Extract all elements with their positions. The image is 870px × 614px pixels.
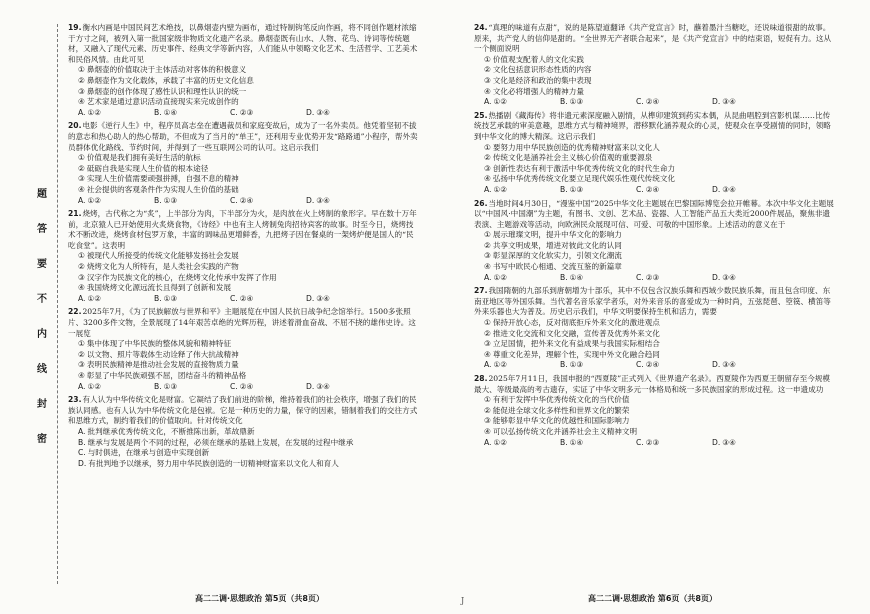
answer-choices (474, 438, 834, 449)
statement-marker: ② (484, 405, 491, 415)
statement-text: 砥砺自我是实现人生价值的根本途径 (86, 163, 209, 173)
question-text: 电影《逆行人生》中，程序员高志垒在遭遇裁员和家庭变故后，成为了一名外卖员。他凭着坚韧不拔的意志和热心助人的热心帮助，不但成为了当月的“单王”，还利用专业优势开发“路路通”小程序，帮外卖员群体优化路线、节约时间，并得到了一些互联网公司的认可。这启示我们 (68, 121, 418, 152)
statement-option (474, 339, 834, 350)
choice-letter: C. (230, 107, 238, 117)
statement-marker: ③ (484, 339, 491, 349)
choice-letter: D. (712, 360, 721, 370)
statement-option (68, 273, 420, 284)
answer-choice (636, 438, 712, 449)
statement-marker: A. (78, 426, 86, 436)
statement-text: 保持开放心态，反对彻底拒斥外来文化的激进观点 (492, 318, 660, 328)
statement-option (474, 164, 834, 175)
statement-text: 批判继承优秀传统文化，不断推陈出新，革故鼎新 (87, 426, 255, 436)
choice-letter: A. (78, 107, 86, 117)
choice-text: ③④ (316, 293, 330, 303)
answer-choice (560, 360, 636, 371)
statement-marker: ③ (78, 86, 85, 96)
answer-choice (484, 273, 560, 284)
seal-dashed-line (57, 24, 58, 584)
answer-choice (712, 97, 788, 108)
statement-marker: ② (484, 240, 491, 250)
statement-text: 艺术家是通过意识活动直接现实来完成创作的 (86, 97, 239, 107)
statement-option (68, 262, 420, 273)
statement-option (474, 251, 834, 262)
statement-marker: ① (78, 339, 85, 349)
right-column (474, 23, 834, 451)
choice-text: ①③ (163, 293, 178, 303)
question-number: 22. (68, 307, 82, 317)
statement-option (68, 185, 420, 196)
question-block (68, 307, 420, 392)
answer-choices (474, 360, 834, 371)
answer-choices (68, 196, 420, 207)
answer-choice (230, 294, 306, 305)
statement-text: 烧烤文化为人所特有，是人类社会实践的产物 (86, 262, 239, 272)
statement-text: 要努力用中华民族创造的优秀精神财富来以文化人 (492, 142, 660, 152)
answer-choices (474, 273, 834, 284)
answer-choice (484, 97, 560, 108)
statement-option (68, 427, 420, 438)
question-stem (474, 111, 834, 143)
choice-text: ①② (493, 97, 508, 107)
question-text: 有人认为中华传统文化是财富。它凝结了我们前进的阶梯，维持着我们的社会秩序，增强了我们的民族认同感。也有人认为中华传统文化是包袱。它是一种历史的力量，保守的因素，错制着我们的交往方式和思维方式，制约着我们的价值取向。针对传统文化 (68, 395, 418, 426)
answer-choice (306, 382, 382, 393)
statement-option (68, 283, 420, 294)
statement-text: 有批判地予以继承，努力用中华民族创造的一切精神财富来以文化人和育人 (88, 458, 339, 468)
statement-option (68, 65, 420, 76)
question-stem (68, 395, 420, 427)
statement-marker: ① (484, 54, 491, 64)
answer-choice (484, 438, 560, 449)
choice-letter: D. (712, 184, 721, 194)
choice-text: ②③ (239, 107, 254, 117)
statement-marker: ③ (78, 174, 85, 184)
statement-text: 集中体现了中华民族的整体风貌和精神特征 (86, 339, 232, 349)
choice-text: ③④ (722, 437, 736, 447)
statement-option (474, 427, 834, 438)
statement-option (474, 87, 834, 98)
seal-char: 线 (37, 364, 47, 375)
answer-choice (712, 438, 788, 449)
answer-choice (306, 294, 382, 305)
answer-choices (68, 294, 420, 305)
question-number: 20. (68, 121, 82, 131)
choice-letter: B. (560, 360, 568, 370)
question-number: 26. (474, 198, 488, 208)
statement-option (68, 251, 420, 262)
statement-marker: ③ (78, 272, 85, 282)
statement-option (474, 329, 834, 340)
statement-text: 与时俱进，在继承与创造中实现创新 (87, 448, 210, 458)
statement-marker: ① (484, 318, 491, 328)
choice-text: ③④ (722, 360, 736, 370)
statement-option (68, 87, 420, 98)
answer-choices (68, 382, 420, 393)
seal-char: 不 (37, 294, 47, 305)
answer-choice (484, 185, 560, 196)
choice-letter: D. (712, 437, 721, 447)
question-number: 23. (68, 395, 82, 405)
answer-choice (230, 196, 306, 207)
statement-marker: ② (78, 163, 85, 173)
statement-text: 展示璀璨文明，提升中华文化的影响力 (492, 230, 622, 240)
statement-marker: ④ (484, 262, 491, 272)
statement-marker: ③ (484, 163, 491, 173)
statement-option (474, 153, 834, 164)
question-block (474, 374, 834, 448)
statement-marker: ③ (484, 75, 491, 85)
statement-marker: ② (484, 65, 491, 75)
choice-text: ①② (87, 381, 102, 391)
question-text: 2025年7月，《为了民族解放与世界和平》主题展览在中国人民抗日战争纪念馆举行。1500多张照片、3200多件文物，全景展现了14年艰苦卓绝的光辉历程，讲述着滑血奋战、不屈不挠的雄伟史诗。这一展览 (68, 307, 416, 338)
answer-choice (230, 108, 306, 119)
choice-letter: A. (484, 360, 492, 370)
statement-marker: ② (484, 328, 491, 338)
question-number: 24. (474, 23, 488, 32)
question-text: “真理的味道有点甜”，说的是陈望道翻译《共产党宣言》时，蘸着墨汁当糖吃，还说味道很甜的故事。原来，共产党人的信仰是甜的。“全世界无产者联合起来”，是《共产党宣言》中的结束语，短促有力。这从一个侧面说明 (474, 23, 832, 54)
question-text: 烧烤，古代称之为“炙”，上半部分为肉，下半部分为火，是肉放在火上烤制的象形字。早在数十万年前，北京猿人已开始使用火炙烧食物，《诗经》中也有主人烤制兔肉招待宾客的故事。时至今日，烧烤技术不断改进，烧烤食材包罗万象，丰富的调味品更增鲜香，九把烤子因在餐桌的一架烤炉便是国人的“民吃食堂”。这表明 (68, 209, 417, 250)
choice-letter: C. (230, 381, 238, 391)
question-block (474, 23, 834, 108)
choice-text: ①③ (163, 195, 178, 205)
statement-marker: ② (78, 349, 85, 359)
question-block (68, 209, 420, 304)
statement-option (68, 174, 420, 185)
statement-marker: ④ (78, 283, 85, 293)
choice-text: ①④ (569, 437, 584, 447)
choice-letter: D. (306, 381, 315, 391)
statement-text: 价值观是我们拥有美好生活的航标 (86, 153, 201, 163)
choice-text: ②④ (239, 381, 254, 391)
choice-letter: C. (636, 184, 644, 194)
statement-option (474, 55, 834, 66)
choice-letter: C. (230, 195, 238, 205)
answer-choice (230, 382, 306, 393)
question-number: 19. (68, 23, 82, 32)
left-column (68, 23, 420, 472)
statement-marker: ① (78, 251, 85, 261)
answer-choice (560, 97, 636, 108)
question-stem (68, 23, 420, 65)
statement-option (474, 262, 834, 273)
statement-option (474, 143, 834, 154)
choice-letter: C. (636, 437, 644, 447)
statement-text: 传统文化是涵养社会主义核心价值观的重要源泉 (492, 153, 653, 163)
statement-marker: C. (78, 448, 86, 458)
statement-option (474, 318, 834, 329)
statement-marker: ① (78, 65, 85, 75)
choice-letter: D. (712, 272, 721, 282)
choice-letter: D. (306, 107, 315, 117)
statement-marker: ④ (78, 184, 85, 194)
statement-text: 实现人生价值需要顽强拼搏，自强不息的精神 (86, 174, 239, 184)
statement-marker: ① (484, 142, 491, 152)
answer-choice (78, 382, 154, 393)
answer-choice (154, 196, 230, 207)
statement-text: 推进文化交流和文化交融，宣传普及优秀外来文化 (492, 328, 660, 338)
choice-text: ③④ (316, 107, 330, 117)
choice-letter: B. (154, 293, 162, 303)
choice-letter: A. (78, 195, 86, 205)
choice-letter: B. (560, 272, 568, 282)
answer-choice (636, 273, 712, 284)
statement-marker: ① (484, 395, 491, 405)
seal-char: 要 (37, 259, 47, 270)
statement-text: 文化包括意识形态性质的内容 (492, 65, 592, 75)
choice-text: ①③ (569, 97, 584, 107)
question-block (474, 111, 834, 196)
choice-text: ③④ (316, 195, 330, 205)
statement-text: 继承与发展是两个不同的过程，必须在继承的基础上发展，在发展的过程中继承 (87, 437, 354, 447)
question-text: 2025年7月11日，我国申报的“西夏陵”正式列入《世界遗产名录》。西夏陵作为西夏王朝留存至今规模最大、等级最高的考古遗存，实证了中华文明多元一体格局和统一多民族国家的形成过程。这一申遗成功 (474, 374, 830, 394)
question-stem (474, 23, 834, 55)
answer-choice (712, 185, 788, 196)
choice-letter: A. (484, 184, 492, 194)
statement-option (474, 350, 834, 361)
statement-text: 价值观支配着人的文化实践 (492, 54, 584, 64)
answer-choices (474, 97, 834, 108)
statement-text: 文化是经济和政治的集中表现 (492, 75, 592, 85)
statement-text: 可以弘扬传统文化并涵养社会主义精神文明 (492, 426, 638, 436)
statement-option (474, 241, 834, 252)
choice-letter: A. (484, 97, 492, 107)
seal-char: 密 (37, 434, 47, 445)
choice-letter: A. (78, 293, 86, 303)
question-number: 25. (474, 110, 488, 120)
statement-marker: ④ (484, 426, 491, 436)
choice-text: ③④ (722, 272, 736, 282)
choice-text: ①④ (163, 107, 178, 117)
answer-choices (68, 108, 420, 119)
question-number: 21. (68, 209, 82, 219)
statement-text: 能够彰显中华文化的优越性和国际影响力 (492, 416, 630, 426)
choice-text: ③④ (316, 381, 330, 391)
seal-char: 内 (37, 329, 47, 340)
answer-choice (306, 108, 382, 119)
statement-text: 文化必将增强人的精神力量 (492, 86, 584, 96)
choice-text: ①② (493, 272, 508, 282)
choice-letter: A. (484, 437, 492, 447)
statement-option (68, 339, 420, 350)
question-block (68, 121, 420, 206)
answer-choice (78, 196, 154, 207)
statement-text: 能促进全球文化多样性和世界文化的繁荣 (492, 405, 630, 415)
question-text: 热播剧《藏海传》将非遗元素深度融入剧情，从榫卯建筑到药实本偶，从昆曲唱腔到宫影机谋……比传统技艺承载的审美意趣，思维方式与精神境界，潜移默化涵养观众的心灵，使观众在享受剧情的同时，领略到中华文化的博大精深。这启示我们 (474, 110, 831, 141)
statement-text: 鼻烟壶的价值取决于主体活动对客体的积极意义 (86, 65, 247, 75)
answer-choice (78, 108, 154, 119)
statement-marker: ④ (484, 174, 491, 184)
statement-option (474, 406, 834, 417)
statement-option (474, 76, 834, 87)
choice-letter: C. (636, 97, 644, 107)
statement-text: 有利于发挥中华优秀传统文化的当代价值 (492, 395, 630, 405)
answer-choice (636, 97, 712, 108)
statement-marker: D. (78, 458, 87, 468)
choice-letter: B. (154, 195, 162, 205)
statement-marker: ④ (484, 86, 491, 96)
answer-choice (560, 273, 636, 284)
question-stem (68, 307, 420, 339)
question-stem (474, 286, 834, 318)
statement-text: 创新性表达有利于激活中华优秀传统文化的时代生命力 (492, 163, 676, 173)
statement-marker: ③ (78, 360, 85, 370)
answer-choice (154, 382, 230, 393)
question-text: 当地时间4月30日，“漫鉴中国”2025中华文化主题展在巴黎国际博览会拉开帷幕。本次中华文化主题展以“中国风·中国潮”为主题，有图书、文创、艺术品、瓷器、人工智能产品五大类近2000件展品，聚焦非遗表演、主题游戏等活动，向欧洲民众展现可信、可爱、可敬的中国形象。上述活动的意义在于 (474, 198, 834, 229)
answer-choice (78, 294, 154, 305)
statement-marker: B. (78, 437, 86, 447)
statement-text: 尊重文化差异，理解个性，实现中外文化融合趋同 (492, 349, 660, 359)
statement-option (68, 459, 420, 470)
choice-text: ①② (87, 107, 102, 117)
choice-letter: B. (154, 107, 162, 117)
question-stem (68, 121, 420, 153)
choice-text: ②④ (239, 293, 254, 303)
statement-marker: ② (78, 262, 85, 272)
question-number: 28. (474, 374, 488, 383)
statement-marker: ④ (78, 97, 85, 107)
statement-text: 书写中欧民心相通、交流互鉴的新篇章 (492, 262, 622, 272)
choice-letter: B. (154, 381, 162, 391)
choice-text: ②④ (645, 184, 660, 194)
statement-option (68, 438, 420, 449)
statement-text: 鼻烟壶作为文化载体，承载了丰富的历史文化信息 (86, 75, 254, 85)
choice-text: ②③ (645, 437, 660, 447)
choice-text: ②④ (645, 360, 660, 370)
choice-letter: C. (636, 272, 644, 282)
statement-text: 彰显了中华民族顽强不屈，团结奋斗的精神品格 (86, 371, 247, 380)
statement-option (474, 395, 834, 406)
statement-marker: ④ (484, 349, 491, 359)
question-block (68, 23, 420, 118)
question-block (474, 199, 834, 284)
choice-text: ①② (493, 437, 508, 447)
answer-choice (712, 273, 788, 284)
choice-text: ①② (493, 184, 508, 194)
statement-marker: ② (484, 153, 491, 163)
question-text: 衡水内画是中国民间艺术绝技，以鼻烟壶内壁为画布，通过特制钩笔反向作画，将不同创作题材浓缩于方寸之间，被列入第一批国家级非物质文化遗产名录。鼻烟壶既有山水、人物、花鸟、诗词等传统题材，又融入了现代元素、历史事件、经典文学等新内容，人们能从中领略文化艺术、生活哲学、工艺美术和民俗风情。由此可见 (68, 23, 418, 64)
statement-option (68, 371, 420, 382)
choice-letter: B. (560, 437, 568, 447)
statement-option (68, 164, 420, 175)
question-stem (68, 209, 420, 251)
answer-choice (636, 185, 712, 196)
question-block (68, 395, 420, 469)
choice-letter: C. (636, 360, 644, 370)
statement-text: 我国烧烤文化源远流长且得到了创新和发展 (86, 283, 232, 293)
choice-text: ①③ (569, 184, 584, 194)
statement-marker: ③ (484, 251, 491, 261)
statement-text: 汉字作为民族文化的核心，在烧烤文化传承中发挥了作用 (86, 272, 277, 282)
seal-line-margin (34, 24, 68, 584)
statement-option (474, 174, 834, 185)
statement-option (68, 350, 420, 361)
statement-option (68, 97, 420, 108)
choice-text: ②④ (645, 97, 660, 107)
question-text: 我国隋朝的九部乐到唐朝增为十部乐，其中不仅包含汉族乐舞和西域少数民族乐舞，而且包含印度、东南亚地区等外国乐舞。当代著名音乐家学者乐，对外来音乐的喜爱成为一种时尚，五弦琵琶、箜篌、横笛等外来乐器也大为普及。历史启示我们，中华文明要保持生机和活力，需要 (474, 286, 831, 317)
statement-text: 彰显深厚的文化软实力，引领文化潮流 (492, 251, 622, 261)
statement-option (474, 230, 834, 241)
statement-marker: ① (484, 230, 491, 240)
question-stem (474, 199, 834, 231)
choice-letter: D. (306, 195, 315, 205)
statement-option (68, 448, 420, 459)
choice-letter: D. (306, 293, 315, 303)
choice-text: ①③ (163, 381, 178, 391)
statement-marker: ① (78, 153, 85, 163)
statement-option (68, 76, 420, 87)
choice-text: ①② (87, 293, 102, 303)
choice-text: ③④ (722, 184, 736, 194)
statement-marker: ② (78, 75, 85, 85)
statement-option (68, 360, 420, 371)
choice-letter: D. (712, 97, 721, 107)
answer-choices (474, 185, 834, 196)
choice-text: ①③ (569, 360, 584, 370)
page-footer-right: 高二二调·思想政治 第6页（共8页） (588, 594, 717, 603)
statement-option (68, 153, 420, 164)
statement-text: 立足国情，把外来文化有益成果与我国实际相结合 (492, 339, 660, 349)
choice-text: ③④ (722, 97, 736, 107)
answer-choice (560, 438, 636, 449)
choice-letter: A. (484, 272, 492, 282)
statement-marker: ④ (78, 371, 85, 380)
answer-choice (154, 294, 230, 305)
statement-marker: ③ (484, 416, 491, 426)
choice-text: ①④ (569, 272, 584, 282)
choice-text: ①② (87, 195, 102, 205)
page-footer-left: 高二二调·思想政治 第5页（共8页） (195, 594, 324, 603)
statement-text: 弘扬中华优秀传统文化要立足现代娱乐性观代传统文化 (492, 174, 676, 184)
seal-char: 题 (37, 189, 47, 200)
page-center-mark: J (461, 596, 465, 605)
answer-choice (484, 360, 560, 371)
statement-option (474, 416, 834, 427)
answer-choice (306, 196, 382, 207)
statement-text: 共享文明成果，增进对彼此文化的认同 (492, 240, 622, 250)
statement-option (474, 65, 834, 76)
seal-char: 封 (37, 399, 47, 410)
choice-letter: A. (78, 381, 86, 391)
choice-letter: B. (560, 97, 568, 107)
answer-choice (560, 185, 636, 196)
statement-text: 鼻烟壶的创作体现了感性认识和理性认识的统一 (86, 86, 247, 96)
question-number: 27. (474, 286, 488, 296)
choice-text: ②④ (239, 195, 254, 205)
choice-letter: C. (230, 293, 238, 303)
statement-text: 社会提供的客观条件作为实现人生价值的基础 (86, 184, 239, 194)
statement-text: 表明民族精神是推动社会发展的直接物质力量 (86, 360, 239, 370)
statement-text: 被现代人所接受的传统文化能够发扬社会发展 (86, 251, 239, 261)
question-stem (474, 374, 834, 395)
question-block (474, 286, 834, 371)
answer-choice (636, 360, 712, 371)
statement-text: 以文物、照片等载体生动诠释了伟大抗战精神 (86, 349, 239, 359)
choice-letter: B. (560, 184, 568, 194)
choice-text: ①② (493, 360, 508, 370)
answer-choice (154, 108, 230, 119)
answer-choice (712, 360, 788, 371)
choice-text: ②③ (645, 272, 660, 282)
seal-char: 答 (37, 224, 47, 235)
